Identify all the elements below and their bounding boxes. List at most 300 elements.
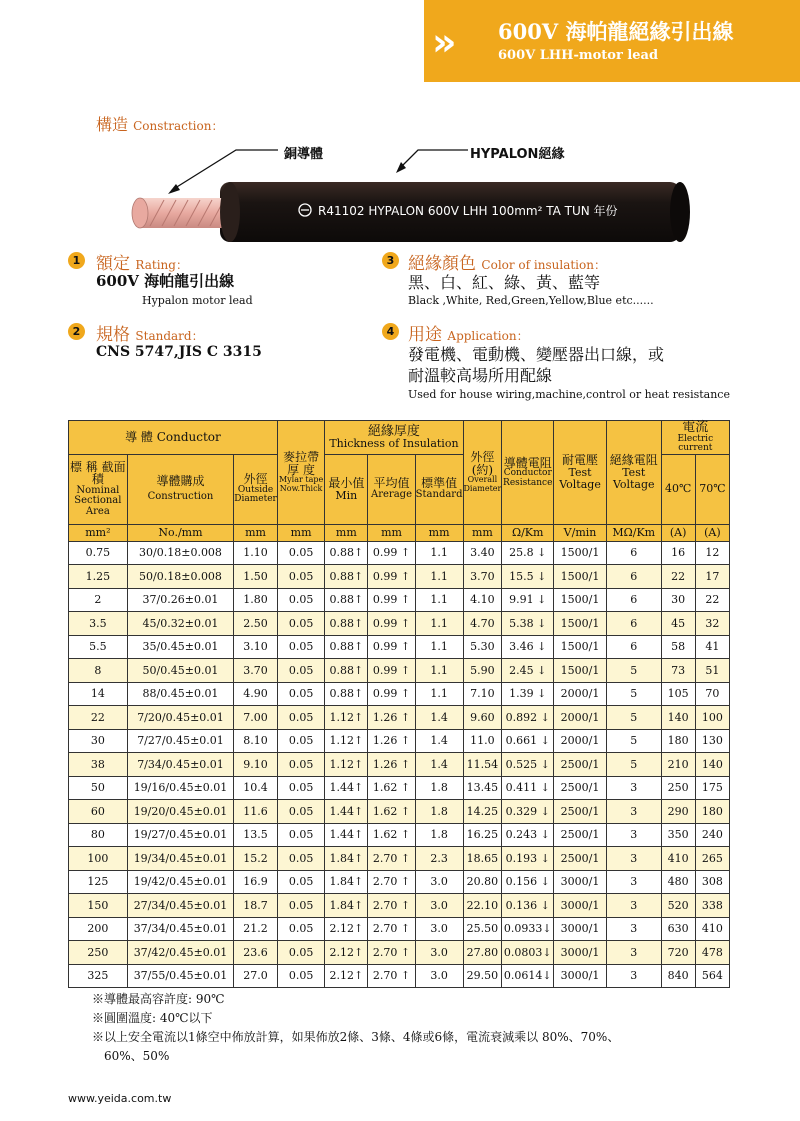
table-cell: 0.525 ↓ xyxy=(502,753,554,777)
construction-title-en: Constraction： xyxy=(133,119,224,133)
th-outside xyxy=(234,454,278,524)
th-res-zh: 導體電阻 xyxy=(503,455,552,470)
table-cell: 70 xyxy=(695,682,729,706)
table-cell: 3.0 xyxy=(415,964,463,988)
th-resistance xyxy=(502,421,554,525)
table-cell: 3 xyxy=(606,776,661,800)
table-cell: 50/0.45±0.01 xyxy=(127,659,234,683)
table-cell: 11.54 xyxy=(463,753,502,777)
table-cell: 3 xyxy=(606,847,661,871)
table-cell: 0.99 ↑ xyxy=(368,541,415,565)
table-cell: 37/55/0.45±0.01 xyxy=(127,964,234,988)
spec-standard-heading xyxy=(96,320,204,345)
note-3: ※以上安全電流以1條空中佈放計算，如果佈放2條、3條、4條或6條，電流衰減乘以 80%、70%、 xyxy=(92,1030,620,1044)
table-cell: 564 xyxy=(695,964,729,988)
table-cell: 7/20/0.45±0.01 xyxy=(127,706,234,730)
table-cell: 480 xyxy=(661,870,695,894)
table-cell: 73 xyxy=(661,659,695,683)
table-cell: 1.62 ↑ xyxy=(368,776,415,800)
table-cell: 15.2 xyxy=(234,847,278,871)
table-cell: 1.8 xyxy=(415,776,463,800)
table-cell: 3000/1 xyxy=(554,941,607,965)
table-cell: 1500/1 xyxy=(554,588,607,612)
table-cell: 0.329 ↓ xyxy=(502,800,554,824)
table-cell: 720 xyxy=(661,941,695,965)
table-cell: 180 xyxy=(695,800,729,824)
th-insul-en: Thickness of Insulation xyxy=(329,437,459,451)
spec-color-zh: 絕緣顏色 xyxy=(408,254,476,274)
spec-standard-value: CNS 5747,JIS C 3315 xyxy=(96,344,262,360)
table-cell: 2.3 xyxy=(415,847,463,871)
unit-cell: (A) xyxy=(661,524,695,541)
table-cell: 410 xyxy=(661,847,695,871)
table-cell: 3 xyxy=(606,870,661,894)
unit-cell: MΩ/Km xyxy=(606,524,661,541)
table-cell: 150 xyxy=(69,894,128,918)
table-cell: 37/42/0.45±0.01 xyxy=(127,941,234,965)
table-cell: 3.46 ↓ xyxy=(502,635,554,659)
table-cell: 4.70 xyxy=(463,612,502,636)
table-cell: 50 xyxy=(69,776,128,800)
spec-application-value-1: 發電機、電動機、變壓器出口線，或 xyxy=(408,345,665,364)
table-cell: 478 xyxy=(695,941,729,965)
table-cell: 7.00 xyxy=(234,706,278,730)
table-cell: 175 xyxy=(695,776,729,800)
table-cell: 80 xyxy=(69,823,128,847)
table-cell: 0.243 ↓ xyxy=(502,823,554,847)
th-ins-res-zh: 絕緣電阻 xyxy=(609,453,658,468)
table-row xyxy=(69,776,730,800)
table-cell: 520 xyxy=(661,894,695,918)
table-row xyxy=(69,729,730,753)
table-cell: 9.60 xyxy=(463,706,502,730)
table-cell: 29.50 xyxy=(463,964,502,988)
th-insul-zh: 絕緣厚度 xyxy=(367,423,420,439)
table-cell: 3000/1 xyxy=(554,870,607,894)
table-cell: 19/34/0.45±0.01 xyxy=(127,847,234,871)
table-cell: 0.99 ↑ xyxy=(368,659,415,683)
table-cell: 250 xyxy=(661,776,695,800)
table-cell: 0.05 xyxy=(277,894,325,918)
table-cell: 1.62 ↑ xyxy=(368,800,415,824)
table-cell: 3.70 xyxy=(463,565,502,589)
table-cell: 1.8 xyxy=(415,823,463,847)
table-row xyxy=(69,612,730,636)
table-cell: 3000/1 xyxy=(554,917,607,941)
table-cell: 3000/1 xyxy=(554,894,607,918)
table-row xyxy=(69,588,730,612)
table-cell: 200 xyxy=(69,917,128,941)
table-cell: 140 xyxy=(695,753,729,777)
table-cell: 1.1 xyxy=(415,612,463,636)
table-cell: 0.05 xyxy=(277,682,325,706)
table-cell: 1500/1 xyxy=(554,659,607,683)
th-od-en: Overall Diameter xyxy=(463,475,502,493)
table-cell: 11.6 xyxy=(234,800,278,824)
unit-cell: mm xyxy=(415,524,463,541)
table-cell: 1.1 xyxy=(415,659,463,683)
th-min-zh: 最小值 xyxy=(328,475,365,490)
table-cell: 0.136 ↓ xyxy=(502,894,554,918)
table-cell: 0.99 ↑ xyxy=(368,682,415,706)
table-cell: 0.05 xyxy=(277,823,325,847)
table-cell: 2000/1 xyxy=(554,706,607,730)
table-cell: 0.99 ↑ xyxy=(368,565,415,589)
table-cell: 325 xyxy=(69,964,128,988)
unit-cell: V/min xyxy=(554,524,607,541)
table-header-row-1 xyxy=(69,421,730,455)
spec-rating-value: 600V 海帕龍引出線 xyxy=(96,272,235,290)
table-cell: 210 xyxy=(661,753,695,777)
table-cell: 17 xyxy=(695,565,729,589)
table-cell: 7/27/0.45±0.01 xyxy=(127,729,234,753)
construction-title-zh: 構造 xyxy=(96,115,129,134)
table-cell: 60 xyxy=(69,800,128,824)
table-cell: 37/34/0.45±0.01 xyxy=(127,917,234,941)
table-cell: 16.9 xyxy=(234,870,278,894)
th-tensile-en: Mylar tape Now.Thick xyxy=(278,475,324,493)
table-row xyxy=(69,894,730,918)
table-cell: 0.05 xyxy=(277,800,325,824)
table-cell: 22.10 xyxy=(463,894,502,918)
table-cell: 0.05 xyxy=(277,847,325,871)
table-cell: 22 xyxy=(661,565,695,589)
table-cell: 3.0 xyxy=(415,917,463,941)
table-cell: 9.91 ↓ xyxy=(502,588,554,612)
table-cell: 6 xyxy=(606,612,661,636)
table-cell: 3000/1 xyxy=(554,964,607,988)
table-cell: 2.70 ↑ xyxy=(368,964,415,988)
unit-cell: No./mm xyxy=(127,524,234,541)
th-outside-zh: 外徑 xyxy=(243,472,268,487)
table-cell: 2.12↑ xyxy=(325,964,368,988)
table-body xyxy=(69,541,730,988)
table-cell: 3.70 xyxy=(234,659,278,683)
spec-4-number: 4 xyxy=(382,323,399,340)
table-cell: 2 xyxy=(69,588,128,612)
table-cell: 50/0.18±0.008 xyxy=(127,565,234,589)
table-cell: 5.5 xyxy=(69,635,128,659)
table-cell: 0.05 xyxy=(277,729,325,753)
table-cell: 308 xyxy=(695,870,729,894)
table-cell: 1.4 xyxy=(415,729,463,753)
table-cell: 5 xyxy=(606,753,661,777)
table-cell: 8 xyxy=(69,659,128,683)
table-cell: 2.50 xyxy=(234,612,278,636)
table-cell: 1.84↑ xyxy=(325,870,368,894)
spec-application-value-2: 耐溫較高場所用配線 xyxy=(408,366,553,385)
table-cell: 0.05 xyxy=(277,588,325,612)
table-cell: 27.80 xyxy=(463,941,502,965)
table-cell: 30 xyxy=(69,729,128,753)
spec-color-sub: Black ,White, Red,Green,Yellow,Blue etc...... xyxy=(408,294,654,307)
table-cell: 0.05 xyxy=(277,659,325,683)
table-cell: 19/16/0.45±0.01 xyxy=(127,776,234,800)
table-cell: 19/20/0.45±0.01 xyxy=(127,800,234,824)
table-cell: 840 xyxy=(661,964,695,988)
table-cell: 5 xyxy=(606,682,661,706)
table-cell: 19/27/0.45±0.01 xyxy=(127,823,234,847)
table-cell: 15.5 ↓ xyxy=(502,565,554,589)
table-cell: 16 xyxy=(661,541,695,565)
table-cell: 1500/1 xyxy=(554,565,607,589)
table-cell: 1.1 xyxy=(415,588,463,612)
table-cell: 1.44↑ xyxy=(325,823,368,847)
th-40c: 40℃ xyxy=(661,454,695,524)
table-cell: 0.88↑ xyxy=(325,565,368,589)
table-cell: 0.05 xyxy=(277,870,325,894)
callout-insulation: HYPALON絕緣 xyxy=(470,147,565,162)
table-cell: 2.12↑ xyxy=(325,941,368,965)
table-row xyxy=(69,847,730,871)
table-cell: 1.1 xyxy=(415,682,463,706)
table-cell: 1.12↑ xyxy=(325,706,368,730)
table-cell: 1.26 ↑ xyxy=(368,729,415,753)
table-cell: 0.88↑ xyxy=(325,612,368,636)
table-cell: 2500/1 xyxy=(554,753,607,777)
table-cell: 1.44↑ xyxy=(325,800,368,824)
table-cell: 3 xyxy=(606,917,661,941)
table-cell: 14 xyxy=(69,682,128,706)
table-cell: 0.05 xyxy=(277,706,325,730)
table-cell: 3.40 xyxy=(463,541,502,565)
table-cell: 265 xyxy=(695,847,729,871)
th-current-en: Electric current xyxy=(677,433,714,454)
th-constr-en: Construction xyxy=(147,491,214,503)
table-cell: 20.80 xyxy=(463,870,502,894)
table-cell: 32 xyxy=(695,612,729,636)
th-od xyxy=(463,421,502,525)
th-std xyxy=(415,454,463,524)
th-construction xyxy=(127,454,234,524)
table-cell: 3 xyxy=(606,941,661,965)
table-cell: 41 xyxy=(695,635,729,659)
table-cell: 2000/1 xyxy=(554,682,607,706)
spec-application-zh: 用途 xyxy=(408,325,442,345)
table-cell: 100 xyxy=(695,706,729,730)
table-cell: 1.8 xyxy=(415,800,463,824)
table-cell: 37/0.26±0.01 xyxy=(127,588,234,612)
th-ins-res-en: Test Voltage xyxy=(612,466,655,491)
table-cell: 1.1 xyxy=(415,635,463,659)
table-cell: 18.7 xyxy=(234,894,278,918)
table-cell: 0.05 xyxy=(277,917,325,941)
table-cell: 1.12↑ xyxy=(325,753,368,777)
table-cell: 250 xyxy=(69,941,128,965)
th-voltage xyxy=(554,421,607,525)
table-cell: 1.39 ↓ xyxy=(502,682,554,706)
th-ins-resistance xyxy=(606,421,661,525)
table-cell: 7.10 xyxy=(463,682,502,706)
table-cell: 3.10 xyxy=(234,635,278,659)
table-cell: 1.26 ↑ xyxy=(368,706,415,730)
table-cell: 240 xyxy=(695,823,729,847)
table-cell: 410 xyxy=(695,917,729,941)
table-cell: 1.62 ↑ xyxy=(368,823,415,847)
table-row xyxy=(69,565,730,589)
table-cell: 2.70 ↑ xyxy=(368,941,415,965)
table-cell: 2.70 ↑ xyxy=(368,894,415,918)
table-cell: 21.2 xyxy=(234,917,278,941)
table-cell: 8.10 xyxy=(234,729,278,753)
table-cell: 27.0 xyxy=(234,964,278,988)
table-cell: 1.25 xyxy=(69,565,128,589)
table-cell: 0.411 ↓ xyxy=(502,776,554,800)
table-cell: 0.88↑ xyxy=(325,588,368,612)
table-row xyxy=(69,870,730,894)
table-cell: 10.4 xyxy=(234,776,278,800)
table-cell: 180 xyxy=(661,729,695,753)
table-cell: 23.6 xyxy=(234,941,278,965)
table-cell: 1500/1 xyxy=(554,635,607,659)
table-row xyxy=(69,964,730,988)
table-cell: 51 xyxy=(695,659,729,683)
th-70c: 70℃ xyxy=(695,454,729,524)
table-cell: 1.12↑ xyxy=(325,729,368,753)
table-cell: 100 xyxy=(69,847,128,871)
unit-cell: mm xyxy=(368,524,415,541)
table-cell: 45/0.32±0.01 xyxy=(127,612,234,636)
spec-table xyxy=(68,420,730,988)
table-cell: 0.0803↓ xyxy=(502,941,554,965)
th-area-zh: 標 稱 截面積 xyxy=(70,459,126,487)
th-constr-zh: 導體購成 xyxy=(156,474,205,489)
table-row xyxy=(69,917,730,941)
table-cell: 27/34/0.45±0.01 xyxy=(127,894,234,918)
table-cell: 125 xyxy=(69,870,128,894)
table-cell: 0.88↑ xyxy=(325,541,368,565)
table-cell: 58 xyxy=(661,635,695,659)
table-cell: 1.84↑ xyxy=(325,894,368,918)
table-cell: 0.05 xyxy=(277,753,325,777)
table-cell: 2.12↑ xyxy=(325,917,368,941)
unit-cell: mm xyxy=(325,524,368,541)
table-cell: 0.88↑ xyxy=(325,659,368,683)
th-tensile-zh: 麥拉帶厚 度 xyxy=(283,450,320,477)
th-volt-en: Test Voltage xyxy=(559,466,601,491)
table-cell: 338 xyxy=(695,894,729,918)
table-cell: 6 xyxy=(606,541,661,565)
table-cell: 2.45 ↓ xyxy=(502,659,554,683)
table-row xyxy=(69,823,730,847)
table-cell: 2500/1 xyxy=(554,823,607,847)
table-cell: 1500/1 xyxy=(554,612,607,636)
table-row xyxy=(69,800,730,824)
construction-title xyxy=(96,112,223,135)
th-tensile xyxy=(277,421,325,525)
table-cell: 130 xyxy=(695,729,729,753)
spec-standard-en: Standard： xyxy=(135,329,204,343)
th-area xyxy=(69,454,128,524)
table-cell: 0.99 ↑ xyxy=(368,612,415,636)
table-cell: 1.44↑ xyxy=(325,776,368,800)
unit-cell: Ω/Km xyxy=(502,524,554,541)
table-cell: 7/34/0.45±0.01 xyxy=(127,753,234,777)
table-cell: 6 xyxy=(606,635,661,659)
unit-cell: mm xyxy=(277,524,325,541)
spec-application-sub: Used for house wiring,machine,control or heat resistance xyxy=(408,388,730,401)
table-cell: 45 xyxy=(661,612,695,636)
table-row xyxy=(69,941,730,965)
th-current-zh: 電流 xyxy=(682,420,709,435)
table-cell: 290 xyxy=(661,800,695,824)
table-cell: 13.5 xyxy=(234,823,278,847)
table-units-row xyxy=(69,524,730,541)
th-std-zh: 標準值 xyxy=(421,476,458,491)
table-row xyxy=(69,541,730,565)
table-cell: 16.25 xyxy=(463,823,502,847)
table-cell: 630 xyxy=(661,917,695,941)
table-cell: 4.90 xyxy=(234,682,278,706)
table-cell: 0.892 ↓ xyxy=(502,706,554,730)
table-cell: 38 xyxy=(69,753,128,777)
table-cell: 3.5 xyxy=(69,612,128,636)
th-min xyxy=(325,454,368,524)
unit-cell: (A) xyxy=(695,524,729,541)
notes xyxy=(92,990,619,1066)
table-cell: 0.156 ↓ xyxy=(502,870,554,894)
th-current xyxy=(661,421,729,455)
table-row xyxy=(69,635,730,659)
table-cell: 9.10 xyxy=(234,753,278,777)
table-cell: 1.50 xyxy=(234,565,278,589)
th-insulation xyxy=(325,421,463,455)
table-cell: 0.75 xyxy=(69,541,128,565)
table-cell: 35/0.45±0.01 xyxy=(127,635,234,659)
table-cell: 0.99 ↑ xyxy=(368,635,415,659)
table-cell: 0.99 ↑ xyxy=(368,588,415,612)
table-cell: 1500/1 xyxy=(554,541,607,565)
table-cell: 3 xyxy=(606,823,661,847)
table-cell: 0.05 xyxy=(277,612,325,636)
table-cell: 2.70 ↑ xyxy=(368,917,415,941)
note-4: 60%、50% xyxy=(92,1049,170,1063)
table-cell: 1.4 xyxy=(415,753,463,777)
table-cell: 6 xyxy=(606,565,661,589)
table-cell: 2500/1 xyxy=(554,776,607,800)
note-2: ※圓圍溫度: 40℃以下 xyxy=(92,1011,213,1025)
table-cell: 0.88↑ xyxy=(325,682,368,706)
table-row xyxy=(69,659,730,683)
table-cell: 350 xyxy=(661,823,695,847)
th-volt-zh: 耐電壓 xyxy=(562,453,599,468)
table-cell: 2500/1 xyxy=(554,847,607,871)
table-cell: 5 xyxy=(606,706,661,730)
th-outside-en: Outside Diameter xyxy=(234,484,277,505)
table-cell: 30 xyxy=(661,588,695,612)
table-cell: 3 xyxy=(606,894,661,918)
table-cell: 0.0614↓ xyxy=(502,964,554,988)
spec-1-number: 1 xyxy=(68,252,85,269)
table-cell: 2000/1 xyxy=(554,729,607,753)
table-cell: 12 xyxy=(695,541,729,565)
table-cell: 22 xyxy=(695,588,729,612)
table-cell: 0.0933↓ xyxy=(502,917,554,941)
spec-standard-zh: 規格 xyxy=(96,325,130,345)
table-cell: 140 xyxy=(661,706,695,730)
table-cell: 0.05 xyxy=(277,565,325,589)
table-cell: 25.50 xyxy=(463,917,502,941)
table-cell: 0.05 xyxy=(277,635,325,659)
chevron-icon: » xyxy=(432,20,447,64)
table-cell: 5 xyxy=(606,729,661,753)
table-cell: 25.8 ↓ xyxy=(502,541,554,565)
spec-rating-sub: Hypalon motor lead xyxy=(142,294,253,307)
th-conductor: 導 體 Conductor xyxy=(69,421,278,455)
table-cell: 0.88↑ xyxy=(325,635,368,659)
spec-application-en: Application： xyxy=(447,329,529,343)
table-cell: 2.70 ↑ xyxy=(368,847,415,871)
